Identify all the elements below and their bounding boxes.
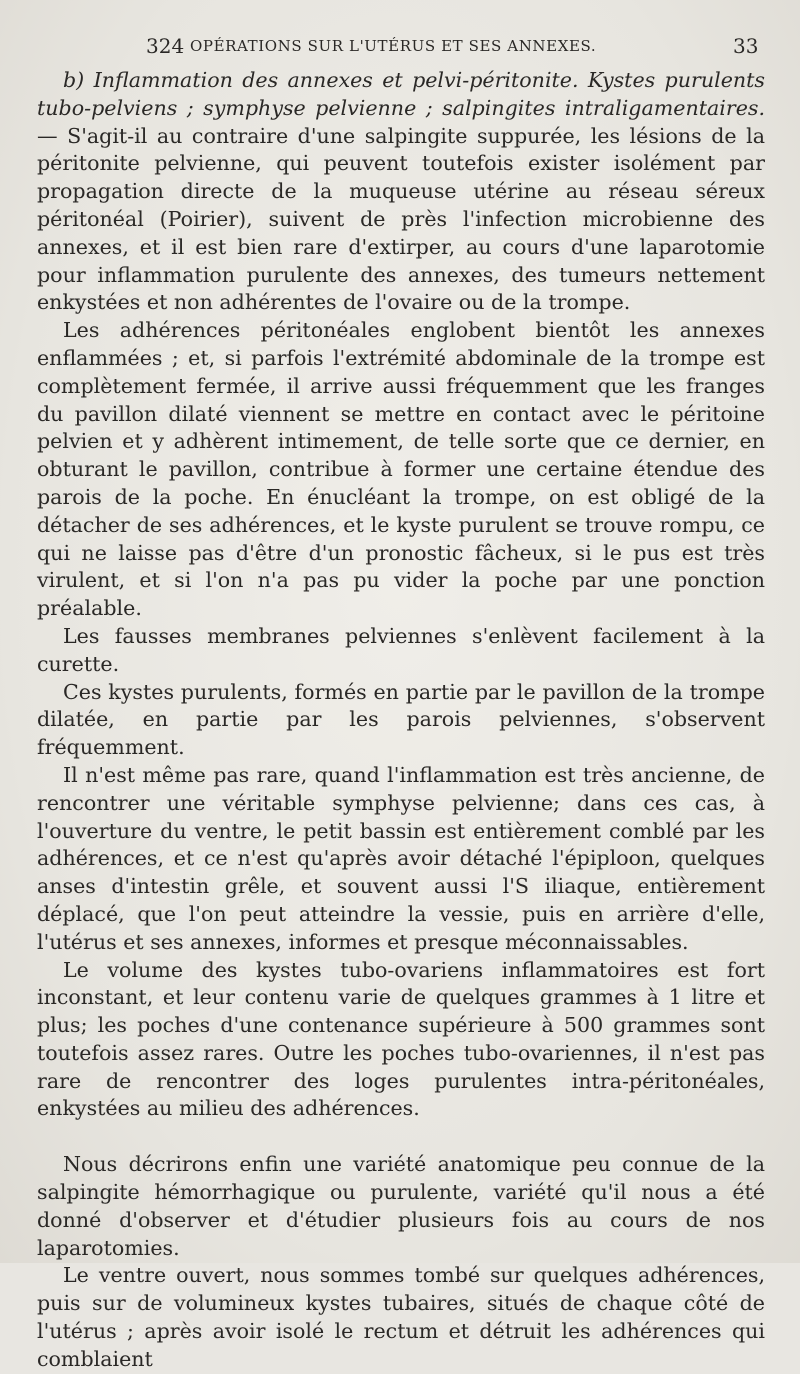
- paragraph: Ces kystes purulents, formés en partie par le pavillon de la trompe dilatée, en partie par les parois pelviennes, s'observent fréquemment.: [37, 679, 765, 760]
- body-text: [37, 67, 765, 1374]
- paragraph: Les fausses membranes pelviennes s'enlèvent facilement à la curette.: [37, 623, 765, 676]
- paragraph-text: — S'agit-il au contraire d'une salpingite suppurée, les lésions de la péritonite pelvienne, qui peuvent toutefois exister isolément par propagation directe de la muqueuse utérine au réseau séreux péritonéal (Poirier), suivent de près l'infection microbienne des annexes, et il est bien rare d'extirper, au cours d'une laparotomie pour inflammation purulente des annexes, des tumeurs nettement enkystées et non adhérentes de l'ovaire ou de la trompe.: [37, 123, 765, 315]
- page-number: 324: [146, 34, 185, 58]
- signature-mark: 33: [733, 34, 759, 58]
- paragraph: Il n'est même pas rare, quand l'inflammation est très ancienne, de rencontrer une véritable symphyse pelvienne; dans ces cas, à l'ouverture du ventre, le petit bassin est entièrement comblé par les adhérences, et ce n'est qu'après avoir détaché l'épiploon, quelques anses d'intestin grêle, et souvent aussi l'S iliaque, entièrement déplacé, que l'on peut atteindre la vessie, puis en arrière d'elle, l'utérus et ses annexes, informes et presque méconnaissables.: [37, 762, 765, 954]
- paragraph: Le volume des kystes tubo-ovariens inflammatoires est fort inconstant, et leur contenu varie de quelques grammes à 1 litre et plus; les poches d'une contenance supérieure à 500 grammes sont toutefois assez rares. Outre les poches tubo-ovariennes, il n'est pas rare de rencontrer des loges purulentes intra-péritonéales, enkystées au milieu des adhérences.: [37, 957, 765, 1121]
- running-title: OPÉRATIONS SUR L'UTÉRUS ET SES ANNEXES.: [190, 37, 597, 55]
- running-head: [0, 34, 800, 58]
- paragraph: Nous décrirons enfin une variété anatomique peu connue de la salpingite hémorrhagique ou purulente, variété qu'il nous a été donné d'observer et d'étudier plusieurs fois au cours de nos laparotomies.: [37, 1152, 765, 1260]
- section-heading: b) Inflammation des annexes et pelvi-péritonite. Kystes purulents tubo-pelviens ; symphyse pelvienne ; salpingites intraligamentaires.: [37, 68, 765, 120]
- paragraph: Le ventre ouvert, nous sommes tombé sur quelques adhérences, puis sur de volumineux kystes tubaires, situés de chaque côté de l'utérus ; après avoir isolé le rectum et détruit les adhérences qui comblaient: [37, 1263, 765, 1371]
- section-paragraph: [37, 67, 765, 317]
- paragraph: Les adhérences péritonéales englobent bientôt les annexes enflammées ; et, si parfois l'extrémité abdominale de la trompe est complètement fermée, il arrive aussi fréquemment que les franges du pavillon dilaté viennent se mettre en contact avec le péritoine pelvien et y adhèrent intimement, de telle sorte que ce dernier, en obturant le pavillon, contribue à former une certaine étendue des parois de la poche. En énucléant la trompe, on est obligé de la détacher de ses adhérences, et le kyste purulent se trouve rompu, ce qui ne laisse pas d'être d'un pronostic fâcheux, si le pus est très virulent, et si l'on n'a pas pu vider la poche par une ponction préalable.: [37, 318, 765, 621]
